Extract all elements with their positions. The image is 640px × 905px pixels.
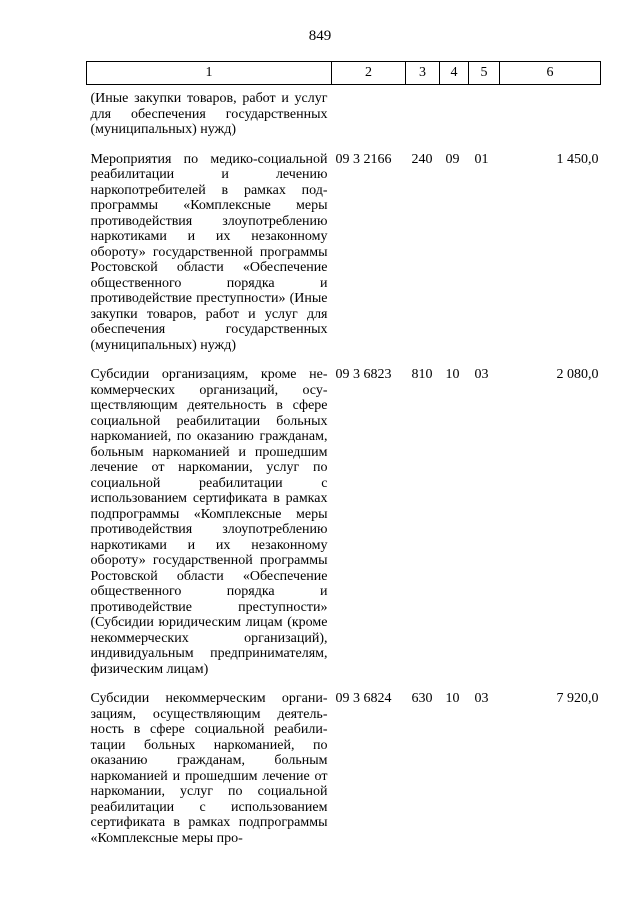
row-target-code: 09 3 2166	[335, 151, 392, 167]
header-col-2: 2	[332, 62, 406, 85]
row-subsection: 03	[474, 691, 489, 706]
row-description: Субсидии некоммерческим организациям, осуществляющим деятельность в сфере социальной реабилитации больных наркоманией, по оказанию гражданам, больным наркоманией и прошедшим лечение от наркомании, услуг по социальной реабилитации с использованием сертификата в рамках подпрограммы «Комплексные меры про-	[90, 691, 328, 846]
table-row	[87, 85, 601, 138]
row-subsection: 03	[474, 367, 489, 382]
header-col-4: 4	[440, 62, 469, 85]
page-number: 849	[308, 28, 332, 44]
header-row	[87, 62, 601, 85]
row-target-code	[332, 85, 406, 138]
table-header	[87, 62, 601, 85]
header-col-1: 1	[87, 62, 332, 85]
row-amount: 2 080,0	[556, 367, 599, 382]
budget-table	[86, 61, 601, 846]
row-amount	[500, 85, 601, 138]
row-subsection: 01	[474, 151, 489, 167]
row-expense-type: 240	[411, 151, 433, 167]
header-col-3: 3	[406, 62, 440, 85]
row-target-code: 09 3 6824	[335, 691, 392, 706]
table-body	[87, 85, 601, 847]
row-section: 09	[445, 151, 460, 167]
row-description: Мероприятия по медико-социальной реабилитации и лечению наркопотребителей в рамках подпрограммы «Комплексные меры противодействия злоупотреблению наркотиками и их незаконному обороту» государственной программы Ростовской области «Обеспечение общественного порядка и противодействие преступности» (Иные закупки товаров, работ и услуг для обеспечения государственных (муниципальных) нужд)	[90, 151, 328, 353]
row-description: Субсидии организациям, кроме некоммерческих организаций, осуществляющим деятельность в сфере социальной реабилитации больных наркоманией, по оказанию гражданам, больным наркоманией и прошедшим лечение от наркомании, услуг по социальной реабилитации с использованием сертификата в рамках подпрограммы «Комплексные меры противодействия злоупотреблению наркотиками и их незаконному обороту» государственной программы Ростовской области «Обеспечение общественного порядка и противодействие преступности» (Субсидии юридическим лицам (кроме некоммерческих организаций), индивидуальным предпринимателям, физическим лицам)	[90, 367, 328, 677]
row-spacer	[87, 138, 601, 152]
row-section	[440, 85, 469, 138]
header-col-6: 6	[500, 62, 601, 85]
row-expense-type	[406, 85, 440, 138]
row-section: 10	[445, 691, 460, 706]
table-row	[87, 367, 601, 677]
row-amount: 1 450,0	[556, 151, 599, 167]
row-target-code: 09 3 6823	[335, 367, 392, 382]
table-row	[87, 152, 601, 354]
row-spacer	[87, 353, 601, 367]
row-subsection	[469, 85, 500, 138]
row-spacer	[87, 677, 601, 691]
row-expense-type: 630	[411, 691, 433, 706]
header-col-5: 5	[469, 62, 500, 85]
table-row	[87, 691, 601, 846]
row-amount: 7 920,0	[556, 691, 599, 706]
row-description: (Иные закупки товаров, работ и услуг для обеспечения государственных (муниципальных) нужд)	[90, 91, 328, 137]
row-section: 10	[445, 367, 460, 382]
row-expense-type: 810	[411, 367, 433, 382]
